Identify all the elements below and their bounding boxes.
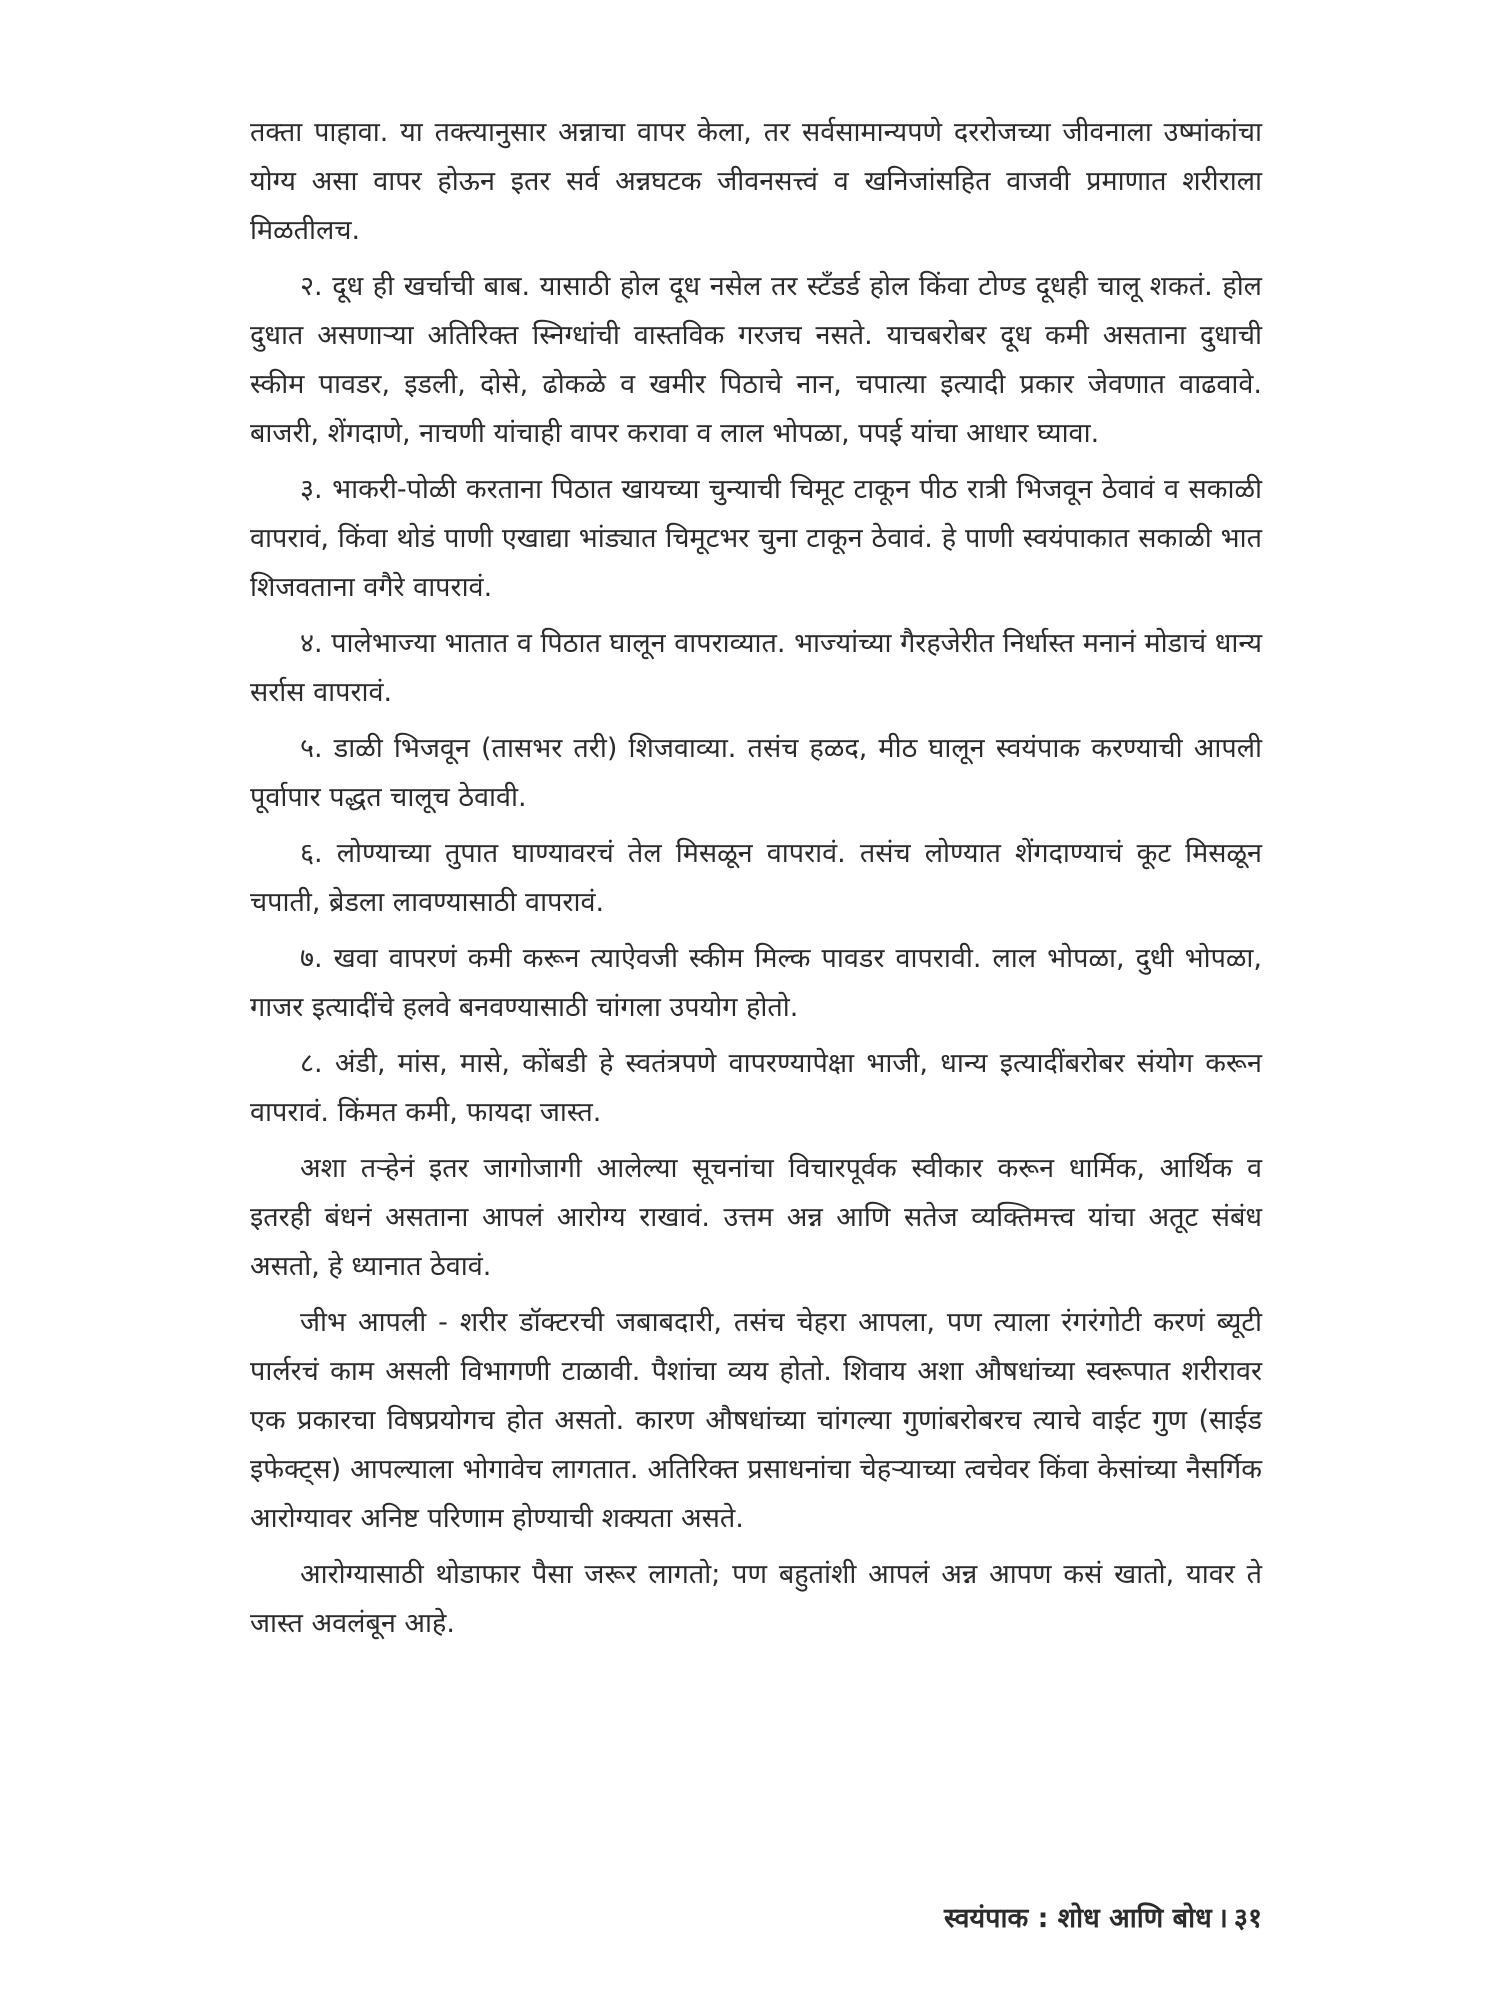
paragraph-point-4: ४. पालेभाज्या भातात व पिठात घालून वापराव्यात. भाज्यांच्या गैरहजेरीत निर्धास्त मनानं मोडाचं धान्य सर्रास वापरावं. (250, 628, 1262, 708)
footer-separator: । (1217, 1903, 1228, 1934)
paragraph-continuation: तक्ता पाहावा. या तक्त्यानुसार अन्नाचा वापर केला, तर सर्वसामान्यपणे दररोजच्या जीवनाला उष्मांकांचा योग्य असा वापर होऊन इतर सर्व अन्नघटक जीवनसत्त्वं व खनिजांसहित वाजवी प्रमाणात शरीराला मिळतीलच. (250, 117, 1262, 246)
paragraph-conclusion: आरोग्यासाठी थोडाफार पैसा जरूर लागतो; पण बहुतांशी आपलं अन्न आपण कसं खातो, यावर ते जास्त अवलंबून आहे. (250, 1559, 1262, 1639)
page-body (250, 108, 1262, 1655)
paragraph-point-3: ३. भाकरी-पोळी करताना पिठात खायच्या चुन्याची चिमूट टाकून पीठ रात्री भिजवून ठेवावं व सकाळी वापरावं, किंवा थोडं पाणी एखाद्या भांड्यात चिमूटभर चुना टाकून ठेवावं. हे पाणी स्वयंपाकात सकाळी भात शिजवताना वगैरे वापरावं. (250, 474, 1262, 603)
paragraph-point-8: ८. अंडी, मांस, मासे, कोंबडी हे स्वतंत्रपणे वापरण्यापेक्षा भाजी, धान्य इत्यादींबरोबर संयोग करून वापरावं. किंमत कमी, फायदा जास्त. (250, 1048, 1262, 1128)
paragraph-point-2: २. दूध ही खर्चाची बाब. यासाठी होल दूध नसेल तर स्टँडर्ड होल किंवा टोण्ड दूधही चालू शकतं. होल दुधात असणाऱ्या अतिरिक्त स्निग्धांची वास्तविक गरजच नसते. याचबरोबर दूध कमी असताना दुधाची स्कीम पावडर, इडली, दोसे, ढोकळे व खमीर पिठाचे नान, चपात्या इत्यादी प्रकार जेवणात वाढवावे. बाजरी, शेंगदाणे, नाचणी यांचाही वापर करावा व लाल भोपळा, पपई यांचा आधार घ्यावा. (250, 271, 1262, 449)
paragraph-point-6: ६. लोण्याच्या तुपात घाण्यावरचं तेल मिसळून वापरावं. तसंच लोण्यात शेंगदाण्याचं कूट मिसळून चपाती, ब्रेडला लावण्यासाठी वापरावं. (250, 838, 1262, 918)
paragraph-point-7: ७. खवा वापरणं कमी करून त्याऐवजी स्कीम मिल्क पावडर वापरावी. लाल भोपळा, दुधी भोपळा, गाजर इत्यादींचे हलवे बनवण्यासाठी चांगला उपयोग होतो. (250, 943, 1262, 1023)
page-footer (944, 1898, 1262, 1935)
paragraph-point-5: ५. डाळी भिजवून (तासभर तरी) शिजवाव्या. तसंच हळद, मीठ घालून स्वयंपाक करण्याची आपली पूर्वापार पद्धत चालूच ठेवावी. (250, 733, 1262, 813)
paragraph-summary: अशा तऱ्हेनं इतर जागोजागी आलेल्या सूचनांचा विचारपूर्वक स्वीकार करून धार्मिक, आर्थिक व इतरही बंधनं असताना आपलं आरोग्य राखावं. उत्तम अन्न आणि सतेज व्यक्तिमत्त्व यांचा अतूट संबंध असतो, हे ध्यानात ठेवावं. (250, 1153, 1262, 1282)
footer-page-number: ३१ (1233, 1903, 1262, 1934)
footer-book-title: स्वयंपाक : शोध आणि बोध (943, 1903, 1212, 1934)
paragraph-cosmetics: जीभ आपली - शरीर डॉक्टरची जबाबदारी, तसंच चेहरा आपला, पण त्याला रंगरंगोटी करणं ब्यूटी पार्लरचं काम असली विभागणी टाळावी. पैशांचा व्यय होतो. शिवाय अशा औषधांच्या स्वरूपात शरीरावर एक प्रकारचा विषप्रयोगच होत असतो. कारण औषधांच्या चांगल्या गुणांबरोबरच त्याचे वाईट गुण (साईड इफेक्ट्स) आपल्याला भोगावेच लागतात. अतिरिक्त प्रसाधनांचा चेहऱ्याच्या त्वचेवर किंवा केसांच्या नैसर्गिक आरोग्यावर अनिष्ट परिणाम होण्याची शक्यता असते. (250, 1307, 1262, 1534)
